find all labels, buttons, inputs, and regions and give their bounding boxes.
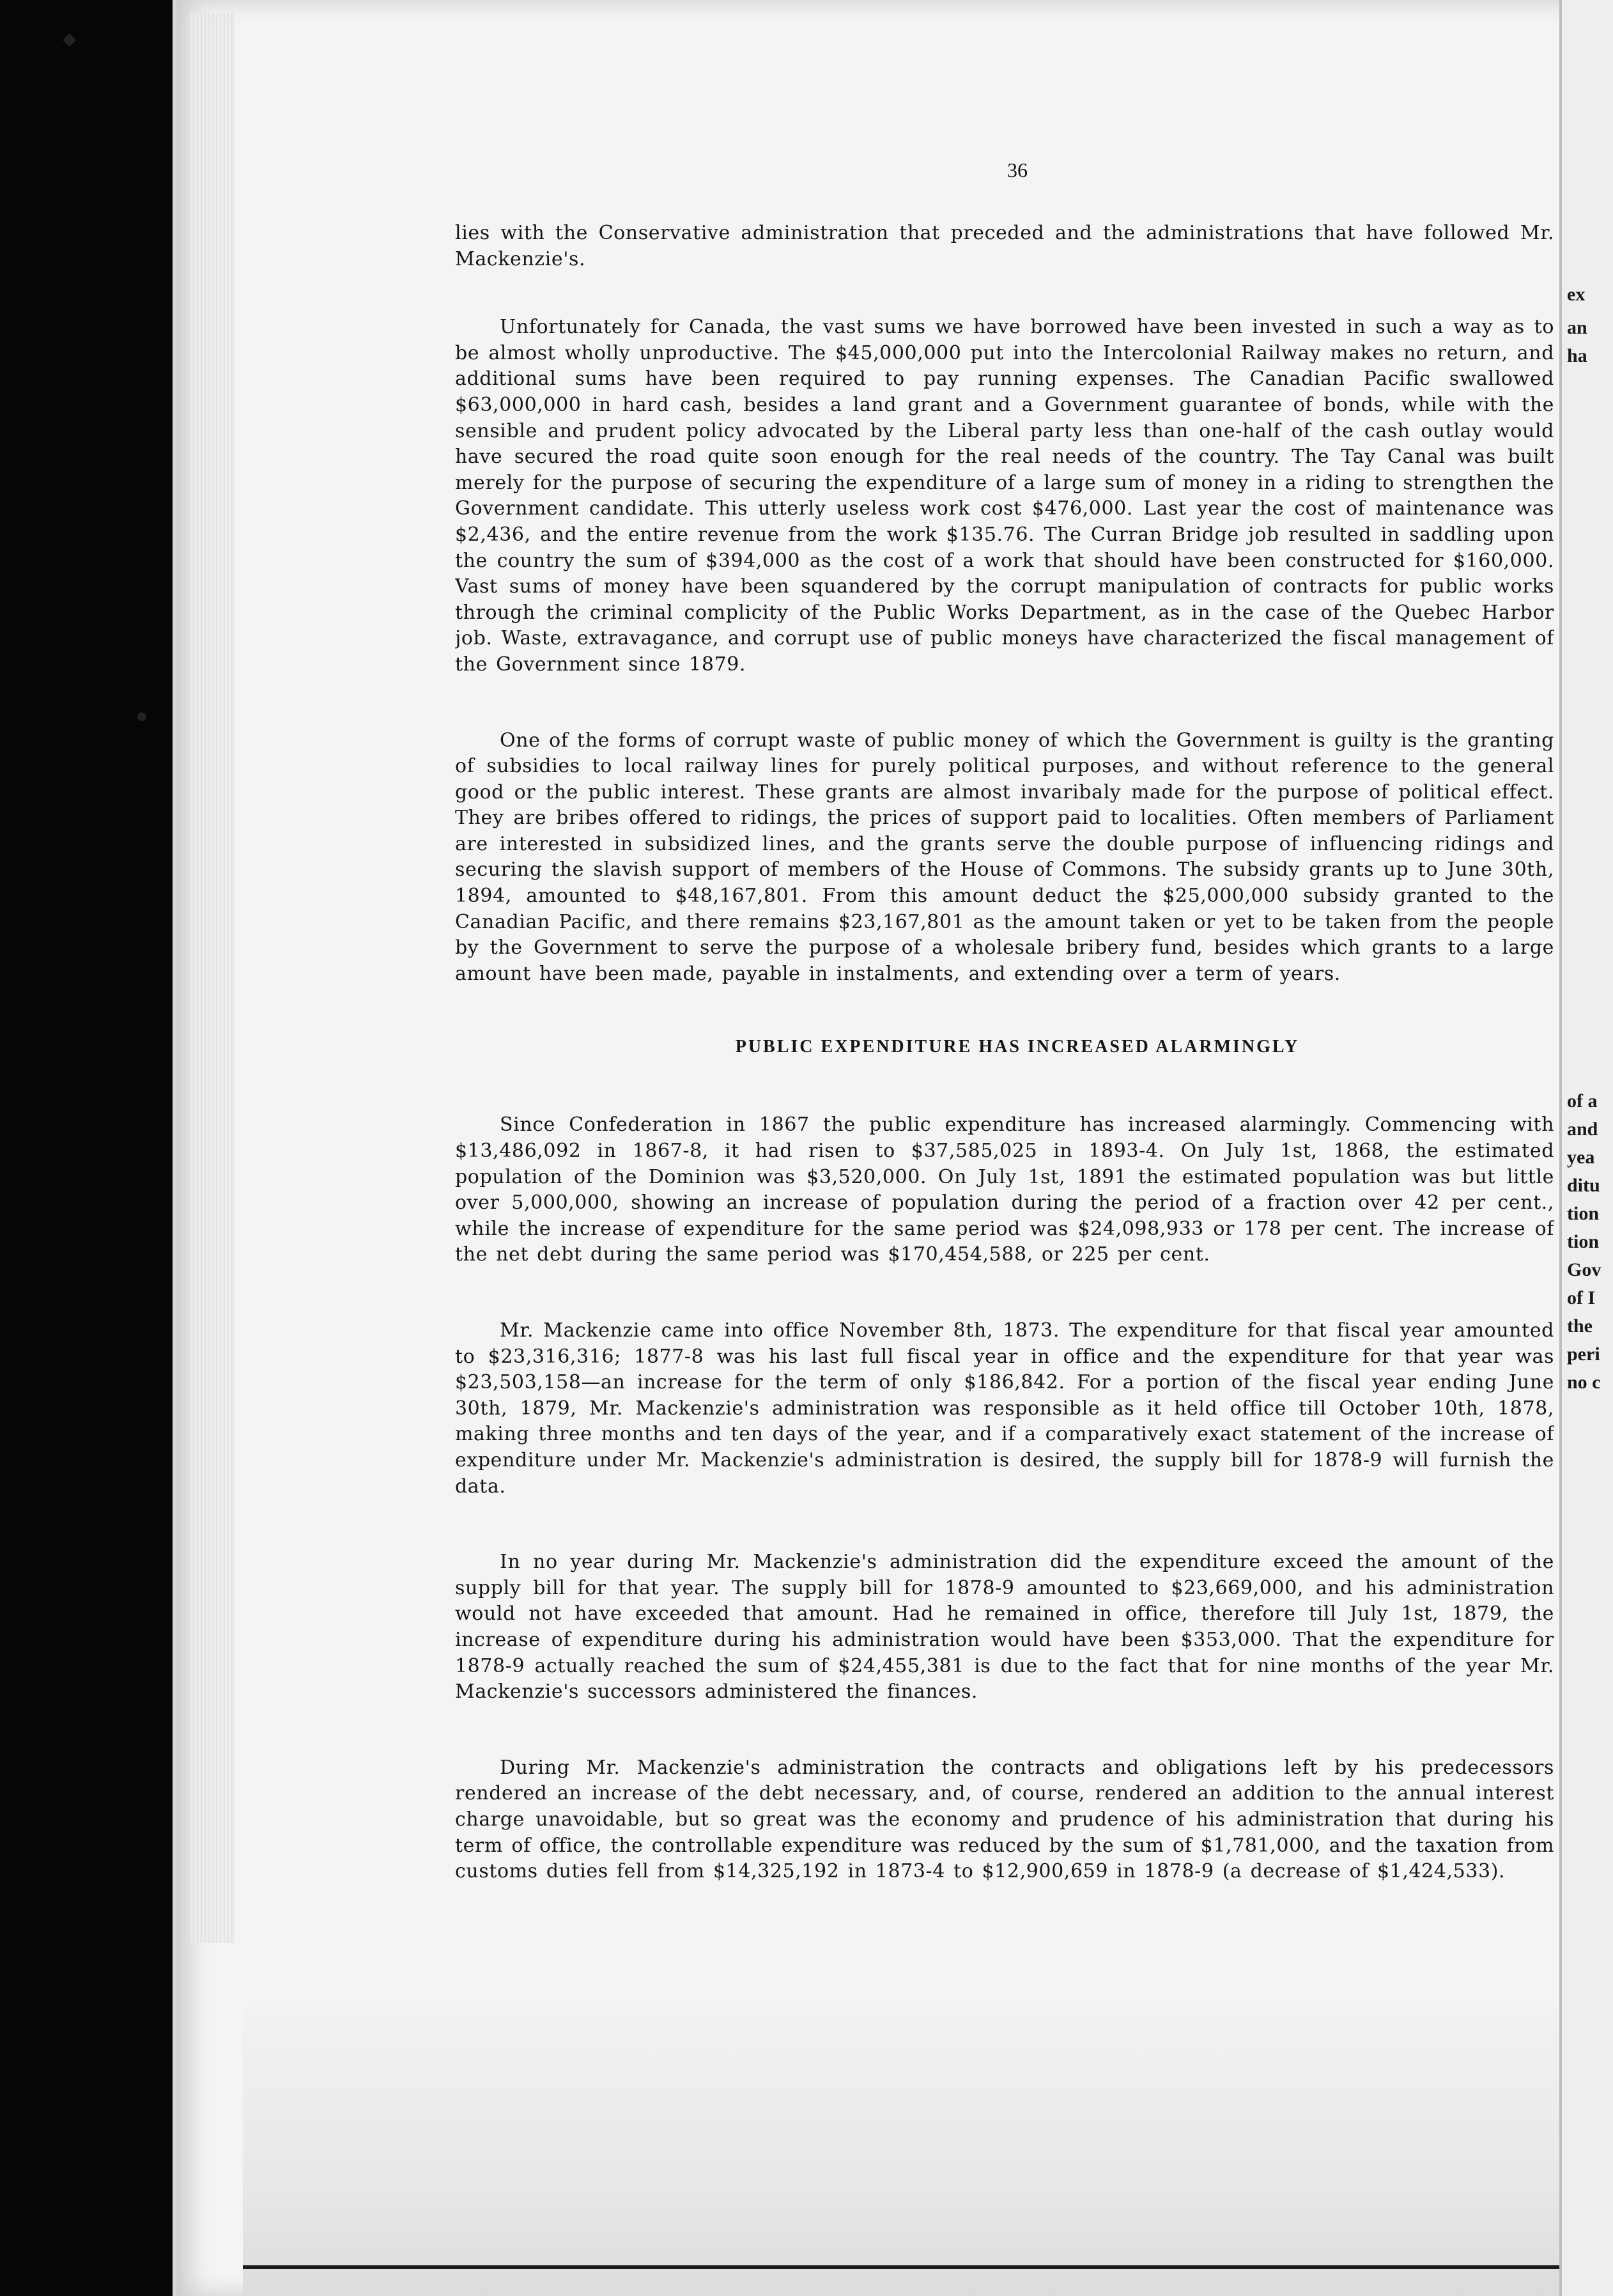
neighbor-fragment: no c [1567,1372,1601,1393]
neighbor-fragment: ditu [1567,1175,1600,1196]
neighbor-fragment: of a [1567,1090,1598,1112]
paragraph: One of the forms of corrupt waste of public money of which the Government is guilty is the granting of subsidies to local railway lines for purely political purposes, and without reference to the general good or the public interest. These grants are almost invaribaly made for the purpose of political effect. They are bribes offered to ridings, the prices of support paid to localities. Often members of Parliament are interested in subsidized lines, and the grants serve the double purpose of influencing ridings and securing the slavish support of members of the House of Commons. The subsidy grants up to June 30th, 1894, amounted to $48,167,801. From this amount deduct the $25,000,000 subsidy granted to the Canadian Pacific, and there remains $23,167,801 as the amount taken or yet to be taken from the people by the Government to serve the purpose of a wholesale bribery fund, besides which grants to a large amount have been made, payable in instalments, and extending over a term of years. [455,729,1554,985]
paragraph: In no year during Mr. Mackenzie's administration did the expenditure exceed the amount of the supply bill for that year. The supply bill for 1878-9 amounted to $23,669,000, and his administration would not have exceeded that amount. Had he remained in office, therefore till July 1st, 1879, the increase of expenditure during his administration would have been $353,000. That the expenditure for 1878-9 actually reached the sum of $24,455,381 is due to the fact that for nine months of the year Mr. Mackenzie's successors administered the finances. [455,1551,1554,1703]
neighbor-fragment: ex [1567,284,1586,305]
neighbor-fragment: peri [1567,1344,1600,1365]
scan-speck: ◆ [63,28,77,49]
page-content [455,153,1554,1982]
page-edges [190,13,235,1943]
neighbor-fragment: the [1567,1315,1593,1337]
neighbor-fragment: yea [1567,1147,1595,1168]
paragraph: Unfortunately for Canada, the vast sums we have borrowed have been invested in such a way as to be almost wholly unproductive. The $45,000,000 put into the Intercolonial Railway makes no return, and additional sums have been required to pay running expenses. The Canadian Pacific swallowed $63,000,000 in hard cash, besides a land grant and a Government guarantee of bonds, while with the sensible and prudent policy advocated by the Liberal party less than one-half of the cash outlay would have secured the road quite soon enough for the real needs of the country. The Tay Canal was built merely for the purpose of securing the expenditure of a large sum of money in a riding to strengthen the Government candidate. This utterly useless work cost $476,000. Last year the cost of maintenance was $2,436, and the entire revenue from the work $135.76. The Curran Bridge job resulted in saddling upon the country the sum of $394,000 as the cost of a work that should have been constructed for $160,000. Vast sums of money have been squandered by the corrupt manipulation of contracts for public works through the criminal complicity of the Public Works Department, as in the case of the Quebec Harbor job. Waste, extravagance, and corrupt use of public moneys have characterized the fiscal management of the Government since 1879. [455,316,1554,676]
page-bottom-edges [243,2007,1559,2295]
scan-speck: ● [137,710,147,723]
neighbor-fragment: Gov [1567,1259,1601,1280]
page-number: 36 [1007,159,1028,182]
neighbor-fragment: tion [1567,1231,1600,1252]
neighbor-fragment: an [1567,317,1587,338]
paragraph: During Mr. Mackenzie's administration the contracts and obligations left by his predecessors rendered an increase of the debt necessary, and, of course, rendered an addition to the annual interest charge unavoidable, but so great was the economy and prudence of his administration that during his term of office, the controllable expenditure was reduced by the sum of $1,781,000, and the taxation from customs duties fell from $14,325,192 in 1873-4 to $12,900,659 in 1878-9 (a decrease of $1,424,533). [455,1756,1554,1883]
neighbor-fragment: tion [1567,1203,1600,1224]
neighbor-page [1559,0,1613,2296]
paragraph: Since Confederation in 1867 the public expenditure has increased alarmingly. Commencing with $13,486,092 in 1867-8, it had risen to $37,585,025 in 1893-4. On July 1st, 1868, the estimated population of the Dominion was $3,520,000. On July 1st, 1891 the estimated population was but little over 5,000,000, showing an increase of population during the period of a fraction over 42 per cent., while the increase of expenditure for the same period was $24,098,933 or 178 per cent. The increase of the net debt during the same period was $170,454,588, or 225 per cent. [455,1113,1554,1266]
neighbor-fragment: ha [1567,345,1587,366]
paragraph: Mr. Mackenzie came into office November 8th, 1873. The expenditure for that fiscal year amounted to $23,316,316; 1877-8 was his last full fiscal year in office and the expenditure for that year was $23,503,158—an increase for the term of only $186,842. For a portion of the fiscal year ending June 30th, 1879, Mr. Mackenzie's administration was responsible as it held office till October 10th, 1878, making three months and ten days of the year, and if a comparatively exact statement of the increase of expenditure under Mr. Mackenzie's administration is desired, the supply bill for 1878-9 will furnish the data. [455,1319,1554,1498]
neighbor-fragment: of I [1567,1287,1596,1308]
neighbor-fragment: and [1567,1119,1598,1140]
paragraph: lies with the Conservative administration that preceded and the administrations that have followed Mr. Mackenzie's. [455,222,1554,270]
section-heading: PUBLIC EXPENDITURE HAS INCREASED ALARMINGLY [735,1037,1300,1057]
